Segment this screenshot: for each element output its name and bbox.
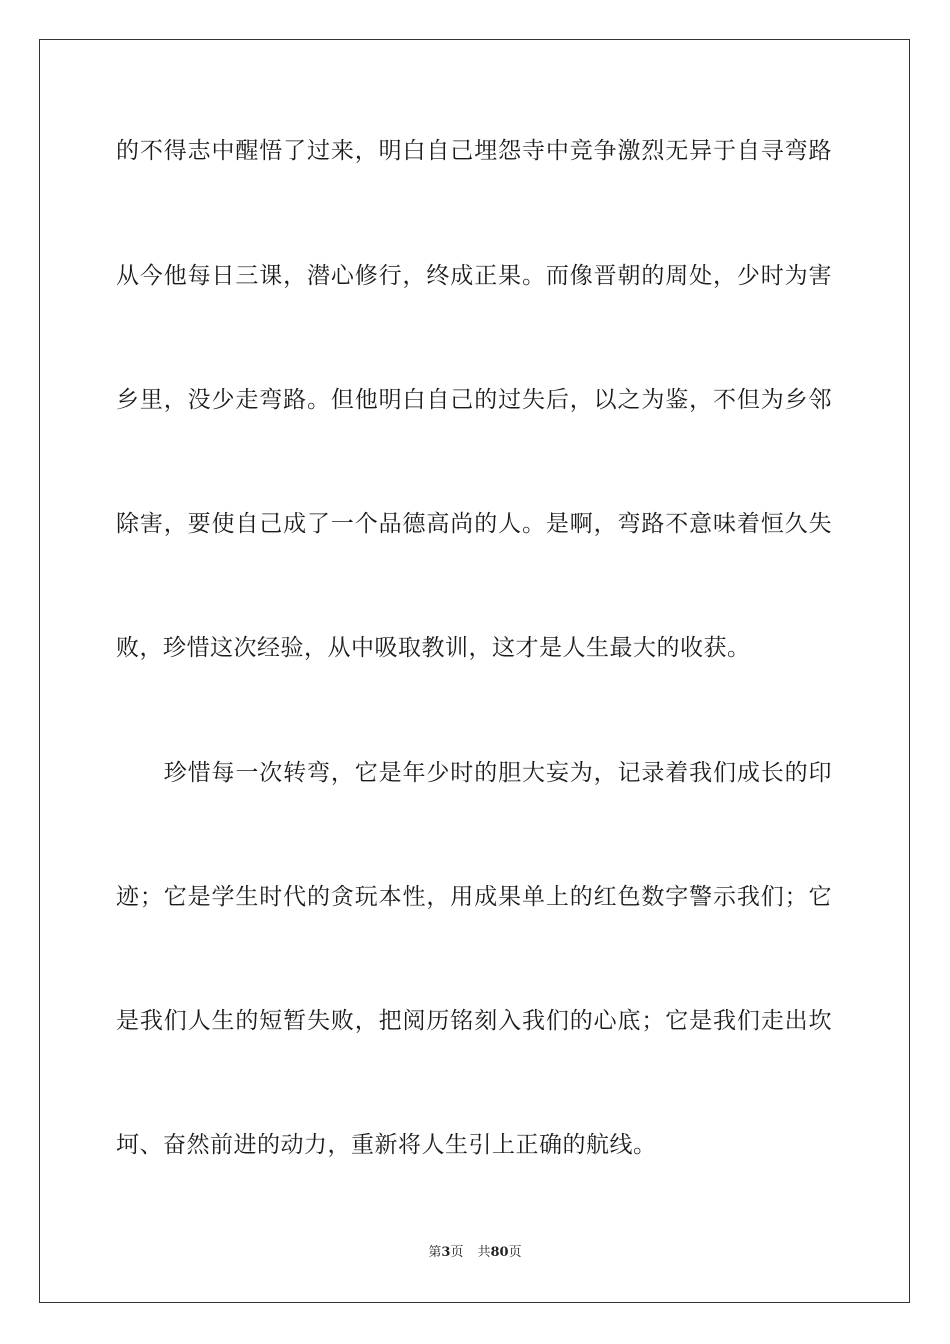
page-border: [39, 39, 910, 1303]
text-line-8: 是我们人生的短暂失败，把阅历铭刻入我们的心底；它是我们走出坎: [116, 1008, 832, 1034]
page-label-suffix: 页: [450, 1245, 464, 1260]
text-line-5: 败，珍惜这次经验，从中吸取教训，这才是人生最大的收获。: [116, 635, 751, 661]
page-label-prefix: 第: [428, 1245, 442, 1260]
text-line-3: 乡里，没少走弯路。但他明白自己的过失后，以之为鉴，不但为乡邻: [116, 387, 832, 413]
text-line-1: 的不得志中醒悟了过来，明白自己埋怨寺中竞争激烈无异于自寻弯路: [116, 138, 832, 164]
text-line-7: 迹；它是学生时代的贪玩本性，用成果单上的红色数字警示我们；它: [116, 884, 832, 910]
total-label-suffix: 页: [508, 1245, 522, 1260]
page-number: 3: [441, 1245, 451, 1260]
page-footer: [0, 1244, 950, 1262]
text-line-4: 除害，要使自己成了一个品德高尚的人。是啊，弯路不意味着恒久失: [116, 511, 832, 537]
text-line-2: 从今他每日三课，潜心修行，终成正果。而像晋朝的周处，少时为害: [116, 263, 832, 289]
total-pages: 80: [490, 1245, 509, 1260]
text-line-9: 坷、奋然前进的动力，重新将人生引上正确的航线。: [116, 1132, 657, 1158]
total-label-prefix: 共: [477, 1245, 491, 1260]
text-line-6: 珍惜每一次转弯，它是年少时的胆大妄为，记录着我们成长的印: [116, 760, 832, 786]
